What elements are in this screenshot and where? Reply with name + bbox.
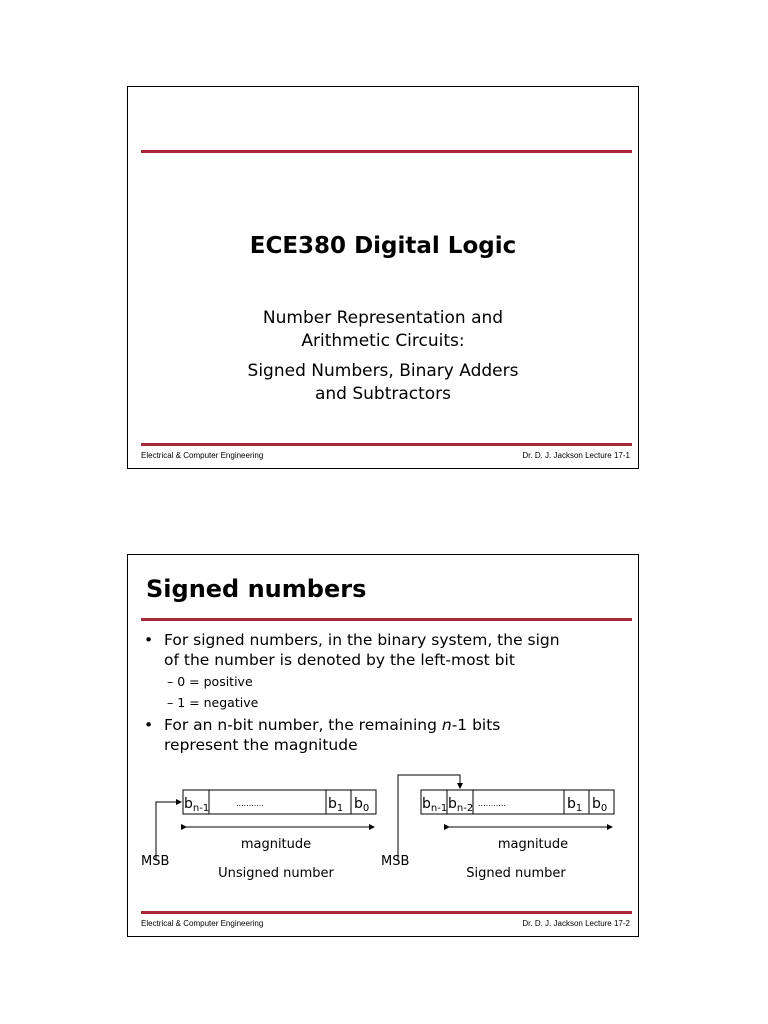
- bit-b0-label: $b_0$: [354, 796, 370, 814]
- bit-bn1-label: $b_{n-1}$: [422, 796, 448, 814]
- slide-1-title: ECE380 Digital Logic: [249, 233, 517, 259]
- slide-2-footer-left: Electrical & Computer Engineering: [141, 919, 264, 928]
- bit-b1-label: $b_1$: [328, 796, 344, 814]
- signed-magnitude-label: magnitude: [497, 837, 569, 852]
- slide-2-top-rule: [141, 618, 632, 621]
- dash-symbol: –: [167, 695, 174, 710]
- bullet-2-text-post: -1 bits: [451, 716, 501, 734]
- slide-2-title: Signed numbers: [146, 575, 367, 603]
- slide-2-bottom-rule: [141, 911, 632, 914]
- signed-msb-pointer: [398, 775, 460, 860]
- dots-label: ...........: [478, 799, 506, 808]
- dash-symbol: –: [167, 674, 174, 689]
- bullet-2-italic-n: n: [441, 716, 452, 734]
- unsigned-register: [183, 790, 376, 814]
- sub-bullet-negative-text: 1 = negative: [177, 695, 259, 710]
- signed-msb-label: MSB: [381, 854, 410, 869]
- slide-1: [127, 86, 639, 469]
- signed-register: [421, 790, 614, 814]
- unsigned-magnitude-label: magnitude: [240, 837, 312, 852]
- bullet-dot: •: [144, 631, 154, 649]
- bullet-1-line-2: of the number is denoted by the left-most bit: [164, 651, 515, 669]
- bit-bn2-label: $b_{n-2}$: [448, 796, 474, 814]
- sub-bullet-positive-text: 0 = positive: [177, 674, 253, 689]
- bullet-2-line-2: represent the magnitude: [164, 736, 358, 754]
- bullet-2-text-pre: For an n-bit number, the remaining: [164, 716, 442, 734]
- slide-1-footer-right: Dr. D. J. Jackson Lecture 17-1: [522, 451, 630, 460]
- bullet-2-line-1: [164, 715, 624, 735]
- bit-b1-label: $b_1$: [567, 796, 583, 814]
- slide-1-top-rule: [141, 150, 632, 153]
- bit-bn1-label: $b_{n-1}$: [184, 796, 210, 814]
- bit-b0-label: $b_0$: [592, 796, 608, 814]
- slide-2-footer-right: Dr. D. J. Jackson Lecture 17-2: [522, 919, 630, 928]
- unsigned-msb-label: MSB: [141, 854, 170, 869]
- sub-bullet-negative: [167, 695, 258, 710]
- sub-bullet-positive: [167, 674, 253, 689]
- slide-1-subtitle-line-4: and Subtractors: [314, 384, 452, 404]
- unsigned-number-caption: Unsigned number: [218, 866, 334, 881]
- bullet-1-line-1: For signed numbers, in the binary system, the sign: [164, 631, 560, 649]
- slide-1-subtitle-line-3: Signed Numbers, Binary Adders: [247, 361, 519, 381]
- bit-diagram: [128, 755, 638, 895]
- slide-1-footer-left: Electrical & Computer Engineering: [141, 451, 264, 460]
- bullet-dot: •: [144, 716, 154, 734]
- signed-number-caption: Signed number: [466, 866, 566, 881]
- unsigned-msb-pointer: [156, 802, 181, 860]
- dots-label: ...........: [236, 799, 264, 808]
- slide-1-subtitle-line-2: Arithmetic Circuits:: [301, 331, 465, 351]
- slide-1-subtitle-line-1: Number Representation and: [262, 308, 504, 328]
- slide-1-bottom-rule: [141, 443, 632, 446]
- slide-2: [127, 554, 639, 937]
